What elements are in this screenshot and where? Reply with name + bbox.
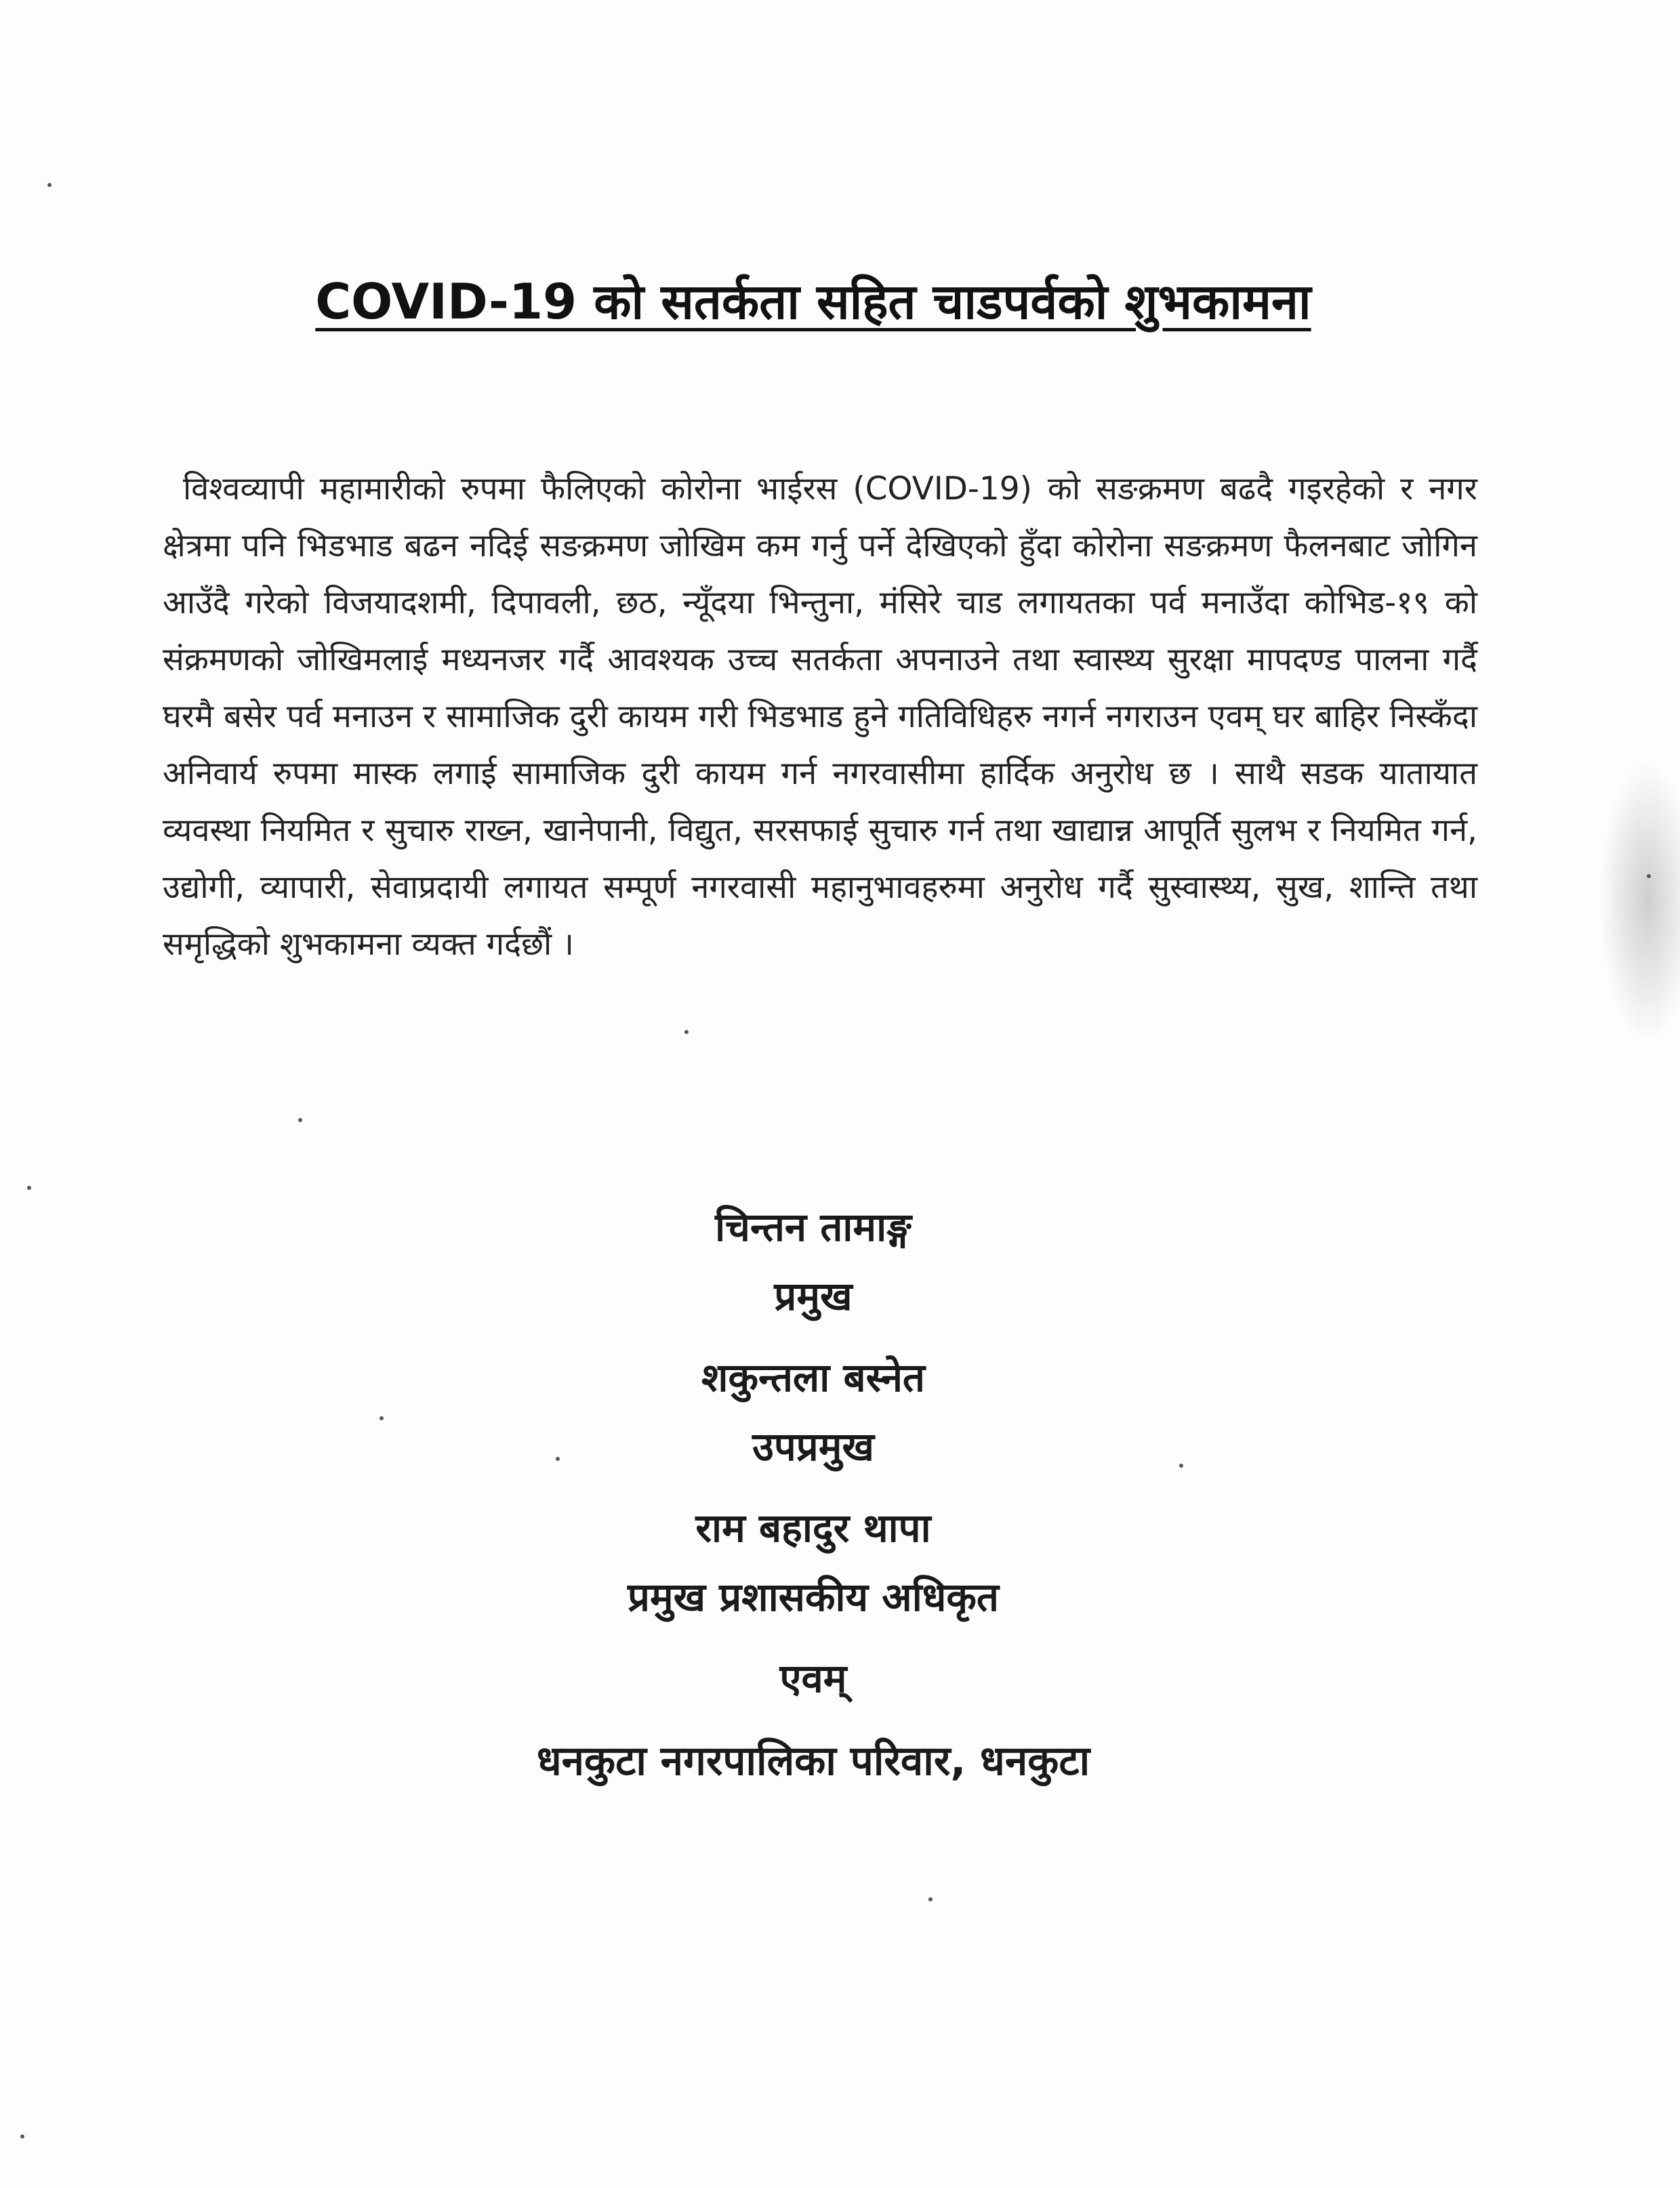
scan-smudge: [1599, 759, 1680, 1044]
scan-speck: [1647, 874, 1651, 878]
scan-speck: [556, 1457, 560, 1461]
mayor-title: प्रमुख: [774, 1273, 853, 1319]
document-title: [271, 268, 1355, 335]
mayor-name: चिन्तन तामाङ्ग: [715, 1204, 911, 1250]
scan-speck: [47, 183, 52, 187]
organization-name: धनकुटा नगरपालिका परिवार, धनकुटा: [536, 1737, 1090, 1785]
scan-speck: [1179, 1464, 1183, 1468]
scan-speck: [27, 1186, 31, 1190]
conjunction-text: एवम्: [779, 1655, 847, 1701]
scan-speck: [298, 1118, 302, 1122]
deputy-mayor-name: शकुन्तला बस्नेत: [701, 1355, 925, 1401]
document-title-text: COVID-19 को सतर्कता सहित चाडपर्वको शुभकामना: [315, 273, 1311, 330]
cao-title: प्रमुख प्रशासकीय अधिकृत: [627, 1574, 999, 1620]
scan-speck: [684, 1030, 689, 1034]
message-paragraph: विश्वव्यापी महामारीको रुपमा फैलिएको कोरोना भाईरस (COVID-19) को सङक्रमण बढदै गइरहेको र नगर क्षेत्रमा पनि भिडभाड बढन नदिई सङक्रमण जोखिम कम गर्नु पर्ने देखिएको हुँदा कोरोना सङक्रमण फैलनबाट जोगिन आउँदै गरेको विजयादशमी, दिपावली, छठ, न्यूँदया भिन्तुना, मंसिरे चाड लगायतका पर्व मनाउँदा कोभिड-१९ को संक्रमणको जोखिमलाई मध्यनजर गर्दै आवश्यक उच्च सतर्कता अपनाउने तथा स्वास्थ्य सुरक्षा मापदण्ड पालना गर्दै घरमै बसेर पर्व मनाउन र सामाजिक दुरी कायम गरी भिडभाड हुने गतिविधिहरु नगर्न नगराउन एवम् घर बाहिर निस्कँदा अनिवार्य रुपमा मास्क लगाई सामाजिक दुरी कायम गर्न नगरवासीमा हार्दिक अनुरोध छ । साथै सडक यातायात व्यवस्था नियमित र सुचारु राख्न, खानेपानी, विद्युत, सरसफाई सुचारु गर्न तथा खाद्यान्न आपूर्ति सुलभ र नियमित गर्न, उद्योगी, व्यापारी, सेवाप्रदायी लगायत सम्पूर्ण नगरवासी महानुभावहरुमा अनुरोध गर्दै सुस्वास्थ्य, सुख, शान्ति तथा समृद्धिको शुभकामना व्यक्त गर्दछौं ।: [163, 470, 1477, 963]
signature-block: [407, 1193, 1220, 1796]
cao-name: राम बहादुर थापा: [695, 1505, 931, 1551]
scan-speck: [928, 1897, 933, 1901]
deputy-mayor-title: उपप्रमुख: [752, 1424, 874, 1470]
scan-speck: [380, 1416, 384, 1420]
scan-speck: [20, 2134, 24, 2139]
